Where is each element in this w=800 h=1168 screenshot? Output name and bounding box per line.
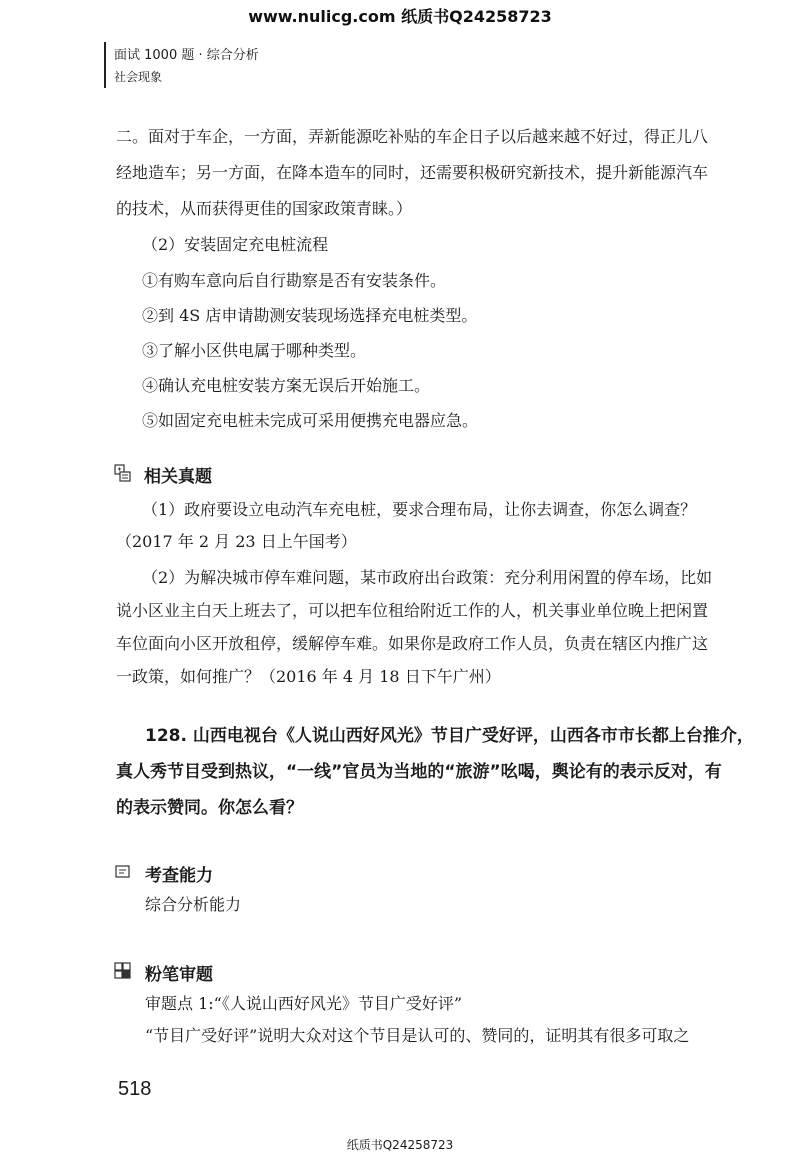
related-line: （2017 年 2 月 23 日上午国考） (116, 532, 357, 551)
ability-title: 考查能力 (145, 866, 213, 886)
page-number: 518 (118, 1078, 152, 1100)
intro-line: 的技术，从而获得更佳的国家政策青睐。） (116, 199, 413, 218)
header-divider (104, 42, 106, 88)
watermark-top: www.nulicg.com 纸质书Q24258723 (248, 7, 552, 26)
related-line: 一政策，如何推广？（2016 年 4 月 18 日下午广州） (116, 667, 501, 686)
intro-line: 二。面对于车企，一方面，弄新能源吃补贴的车企日子以后越来越不好过，得正儿八 (116, 127, 709, 146)
intro-line: 经地造车；另一方面，在降本造车的同时，还需要积极研究新技术，提升新能源汽车 (116, 163, 709, 182)
install-step: ①有购车意向后自行勘察是否有安装条件。 (142, 271, 447, 290)
related-line: （1）政府要设立电动汽车充电桩，要求合理布局，让你去调查，你怎么调查？ (142, 500, 697, 519)
ability-text: 综合分析能力 (145, 895, 242, 914)
related-line: （2）为解决城市停车难问题，某市政府出台政策：充分利用闲置的停车场，比如 (142, 568, 713, 587)
review-title: 粉笔审题 (145, 965, 213, 985)
install-step: ③了解小区供电属于哪种类型。 (142, 341, 367, 360)
install-step: ④确认充电桩安装方案无误后开始施工。 (142, 376, 431, 395)
install-step: ②到 4S 店申请勘测安装现场选择充电桩类型。 (142, 306, 478, 325)
review-point: 审题点 1:“《人说山西好风光》节目广受好评” (145, 994, 463, 1013)
ability-icon (114, 863, 132, 881)
watermark-bottom: 纸质书Q24258723 (346, 1138, 454, 1152)
header-book-title: 面试 1000 题 · 综合分析 (114, 48, 259, 63)
related-line: 说小区业主白天上班去了，可以把车位租给附近工作的人，机关事业单位晚上把闲置 (116, 601, 709, 620)
question-line: 真人秀节目受到热议，“一线”官员为当地的“旅游”吆喝，舆论有的表示反对，有 (116, 762, 722, 782)
review-icon (114, 962, 132, 980)
review-text: “节目广受好评”说明大众对这个节目是认可的、赞同的，证明其有很多可取之 (145, 1026, 690, 1045)
related-questions-icon (114, 464, 132, 482)
install-title: （2）安装固定充电桩流程 (142, 235, 329, 254)
question-line: 的表示赞同。你怎么看？ (116, 798, 303, 818)
question-line: 128. 山西电视台《人说山西好风光》节目广受好评，山西各市市长都上台推介， (145, 726, 754, 746)
related-line: 车位面向小区开放租停，缓解停车难。如果你是政府工作人员，负责在辖区内推广这 (116, 634, 709, 653)
related-questions-title: 相关真题 (144, 467, 212, 487)
install-step: ⑤如固定充电桩未完成可采用便携充电器应急。 (142, 411, 479, 430)
header-section: 社会现象 (114, 70, 163, 84)
